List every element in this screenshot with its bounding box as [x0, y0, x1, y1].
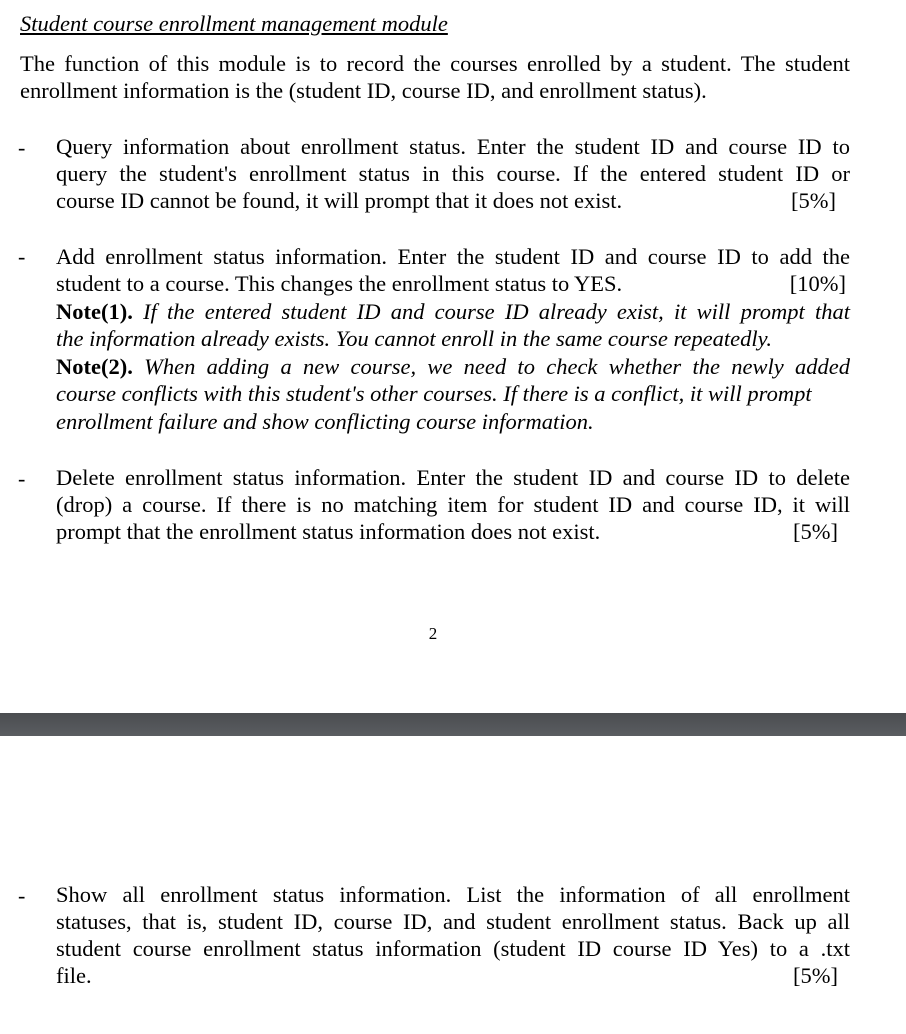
- show-line-4: [56, 962, 838, 989]
- page-number: 2: [428, 624, 438, 643]
- delete-line-3-text: prompt that the enrollment status information does not exist.: [56, 519, 601, 544]
- delete-line-3: [56, 518, 838, 545]
- intro-line-1: The function of this module is to record the courses enrolled by a student. The student: [20, 51, 850, 76]
- note1-line-1: [56, 298, 850, 325]
- show-line-1: Show all enrollment status information. List the information of all enrollment: [56, 882, 850, 907]
- note2-text-1: When adding a new course, we need to check whether the newly added: [144, 354, 851, 379]
- show-line-4-text: file.: [56, 963, 92, 988]
- delete-line-1: Delete enrollment status information. Enter the student ID and course ID to delete: [56, 465, 850, 490]
- query-weight: [5%]: [791, 188, 836, 213]
- show-weight: [5%]: [793, 963, 838, 988]
- delete-weight: [5%]: [793, 519, 838, 544]
- add-line-2: [56, 270, 846, 297]
- add-weight: [10%]: [789, 271, 846, 296]
- bullet-dash-show: -: [18, 883, 26, 908]
- show-line-3: student course enrollment status information (student ID course ID Yes) to a .txt: [56, 936, 850, 961]
- note1-text-1: If the entered student ID and course ID already exist, it will prompt that: [143, 299, 850, 324]
- query-line-2: query the student's enrollment status in this course. If the entered student ID or: [56, 161, 850, 186]
- note1-label: Note(1).: [56, 299, 133, 324]
- intro-line-2: enrollment information is the (student ID, course ID, and enrollment status).: [20, 78, 707, 103]
- note2-line-3: enrollment failure and show conflicting course information.: [56, 409, 594, 434]
- bullet-dash-delete: -: [18, 466, 26, 491]
- note2-label: Note(2).: [56, 354, 133, 379]
- query-line-1: Query information about enrollment status. Enter the student ID and course ID to: [56, 134, 850, 159]
- show-line-2: statuses, that is, student ID, course ID, and student enrollment status. Back up all: [56, 909, 850, 934]
- add-line-2-text: student to a course. This changes the enrollment status to YES.: [56, 271, 623, 296]
- page-separator: [0, 713, 906, 736]
- module-title: Student course enrollment management module: [20, 11, 448, 36]
- note2-line-2: course conflicts with this student's other courses. If there is a conflict, it will prompt: [56, 381, 812, 406]
- note1-line-2: the information already exists. You cannot enroll in the same course repeatedly.: [56, 326, 772, 351]
- bullet-dash-query: -: [18, 135, 26, 160]
- query-line-3: [56, 187, 836, 214]
- add-line-1: Add enrollment status information. Enter the student ID and course ID to add the: [56, 244, 850, 269]
- bullet-dash-add: -: [18, 244, 26, 269]
- note2-line-1: [56, 353, 850, 380]
- delete-line-2: (drop) a course. If there is no matching item for student ID and course ID, it will: [56, 492, 850, 517]
- query-line-3-text: course ID cannot be found, it will prompt that it does not exist.: [56, 188, 623, 213]
